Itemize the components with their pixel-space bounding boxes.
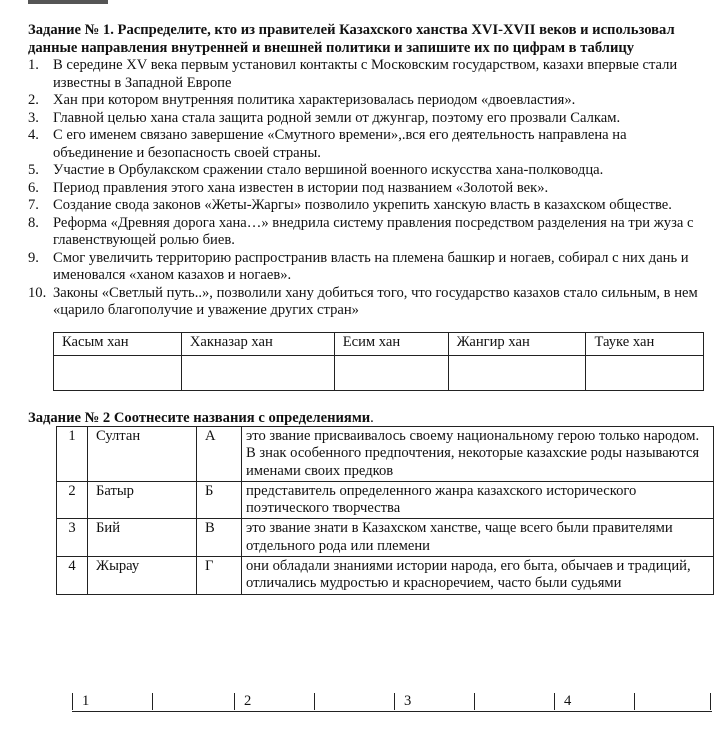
task1-title: Задание № 1. Распределите, кто из правителей Казахского ханства XVI-XVII веков и использовал данные направления внутренней и внешней политики и запишите их по цифрам в таблицу [28,22,675,56]
list-item [28,127,710,162]
khan-answer-row [54,355,704,390]
answer-divider [474,693,475,710]
answer-cell-tauke[interactable] [586,355,704,390]
item-number: 10. [28,284,47,301]
item-number: 4. [28,127,39,143]
khan-header-zhangir: Жангир хан [448,332,586,355]
answer-cell-zhangir[interactable] [448,355,586,390]
item-text: Хан при котором внутренняя политика характеризовалась периодом «двоевластия». [53,92,576,108]
khan-header-row [54,332,704,355]
definition-cell: это звание присваивалось своему национальному герою только народом. В знак особенного предпочтения, некоторые казахские роды называются именами своих предков [242,427,714,482]
item-number: 2. [28,92,39,108]
letter-cell: Г [197,557,242,595]
row-number: 2 [57,481,88,519]
cropped-header-fragment [28,0,328,5]
answer-cell-khaknazar[interactable] [181,355,334,390]
answer-divider [634,693,635,710]
task2-title-text: Задание № 2 Соотнесите названия с определениями [28,409,371,426]
list-item [28,215,710,250]
answer-row-underline [72,711,712,712]
item-text: Участие в Орбулакском сражении стало вершиной военного искусства хана-полководца. [53,162,604,178]
term-cell: Жырау [88,557,197,595]
task2-title-period: . [370,409,374,426]
answer-divider [152,693,153,710]
answer-cell-kasym[interactable] [54,355,182,390]
khan-header-kasym: Касым хан [54,332,182,355]
item-number: 7. [28,197,39,213]
task2-title [28,410,710,428]
item-text: С его именем связано завершение «Смутного времени»,.вся его деятельность направлена на объединение и безопасность своей страны. [53,127,627,161]
khan-answer-table [53,332,704,391]
answer-divider [314,693,315,710]
letter-cell: В [197,519,242,557]
item-text: Главной целью хана стала защита родной земли от джунгар, поэтому его прозвали Салкам. [53,109,621,126]
item-text: Создание свода законов «Жеты-Жаргы» позволило укрепить ханскую власть в казахском обществе. [53,197,672,213]
letter-cell: Б [197,481,242,519]
definition-cell: это звание знати в Казахском ханстве, чаще всего были правителями отдельного рода или племени [242,519,714,557]
definitions-table [56,426,714,595]
item-number: 9. [28,249,39,266]
item-number: 8. [28,214,39,231]
answer-cell-esim[interactable] [334,355,448,390]
khan-header-esim: Есим хан [334,332,448,355]
table-row [57,557,714,595]
definition-cell: представитель определенного жанра казахского исторического поэтического творчества [242,481,714,519]
item-text: Законы «Светлый путь..», позволили хану добиться того, что государство казахов стало сильным, в нем «царило благополучие и уважение других стран» [53,284,698,318]
task1-statement-list [28,57,710,320]
list-item [28,197,710,215]
definition-cell: они обладали знаниями истории народа, его быта, обычаев и традиций, отличались мудростью и красноречием, часто были судьями [242,557,714,595]
list-item [28,162,710,180]
term-cell: Батыр [88,481,197,519]
table-row [57,519,714,557]
item-text: Смог увеличить территорию распространив власть на племена башкир и ногаев, собирал с них дань и именовался «ханом казахов и ногаев». [53,249,689,283]
answer-slot-2[interactable]: 2 [234,693,251,710]
list-item [28,250,710,285]
item-text: Реформа «Древняя дорога хана…» внедрила систему правления посредством разделения на три жуза с главенствующей ролью биев. [53,214,694,248]
list-item [28,180,710,198]
answer-slot-4[interactable]: 4 [554,693,571,710]
matching-answer-row [72,693,712,711]
item-number: 5. [28,162,39,178]
list-item [28,285,710,320]
item-text: Период правления этого хана известен в истории под названием «Золотой век». [53,179,549,196]
term-cell: Бий [88,519,197,557]
row-number: 4 [57,557,88,595]
row-number: 1 [57,427,88,482]
item-number: 6. [28,179,39,196]
khan-header-tauke: Тауке хан [586,332,704,355]
table-row [57,481,714,519]
list-item [28,92,710,110]
answer-divider [710,693,711,710]
letter-cell: А [197,427,242,482]
row-number: 3 [57,519,88,557]
term-cell: Султан [88,427,197,482]
list-item [28,57,710,92]
answer-slot-3[interactable]: 3 [394,693,411,710]
item-number: 1. [28,57,39,73]
list-item [28,110,710,128]
table-row [57,427,714,482]
worksheet [28,22,710,595]
item-number: 3. [28,109,39,126]
item-text: В середине XV века первым установил контакты с Московским государством, казахи впервые стали известны в Западной Европе [53,57,678,91]
answer-slot-1[interactable]: 1 [72,693,89,710]
khan-header-khaknazar: Хакназар хан [181,332,334,355]
